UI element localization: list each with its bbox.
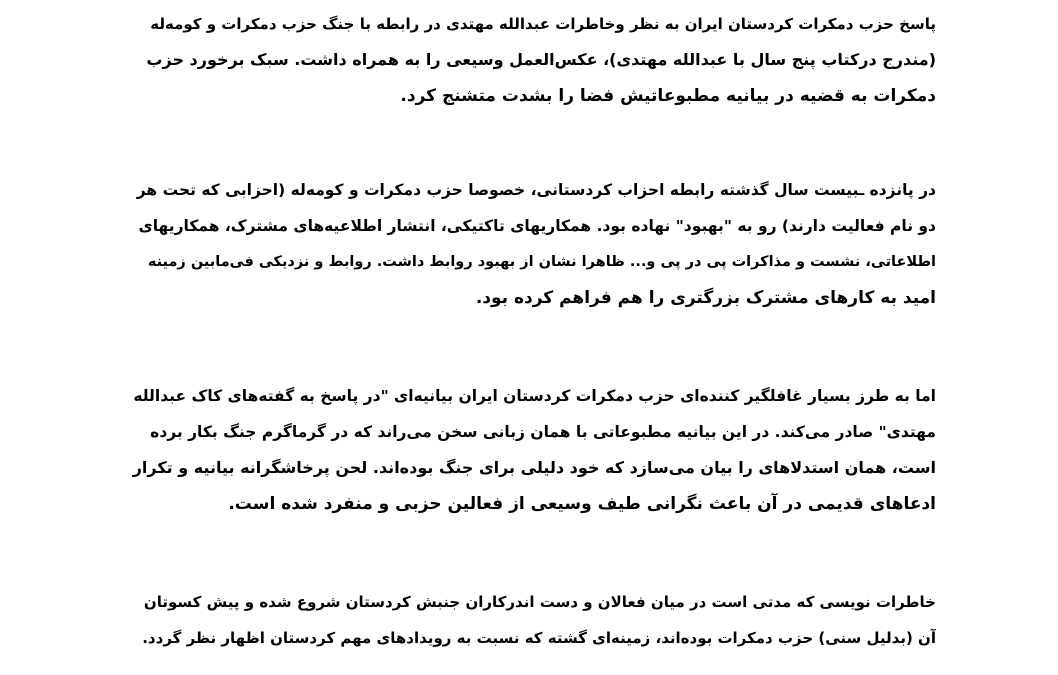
paragraph-1 <box>126 6 936 114</box>
paragraph-line: خاطرات نویسی که مدتی است در میان فعالان و دست اندرکاران جنبش کردستان شروع شده و پیش کسوتان <box>143 593 936 611</box>
paragraph-line: آن (بدلیل سنی) حزب دمکرات بوده‌اند، زمینه‌ای گشته که نسبت به رویدادهای مهم کردستان اظهار نظر گردد. <box>142 629 936 647</box>
paragraph-line: اطلاعاتی، نشست و مذاکرات پی در پی و... ظاهرا نشان از بهبود روابط داشت. روابط و نزدیکی فی‌مابین زمینه <box>147 254 936 270</box>
paragraph-2 <box>126 172 936 316</box>
paragraph-line: پاسخ حزب دمکرات کردستان ایران به نظر وخاطرات عبدالله مهتدی در رابطه با جنگ حزب دمکرات و کومه‌له <box>150 15 936 33</box>
paragraph-3 <box>126 378 936 522</box>
paragraph-line: ادعاهای قدیمی در آن باعث نگرانی طیف وسیعی از فعالین حزبی و منفرد شده است. <box>228 494 936 514</box>
paragraph-line: در پانزده ـبیست سال گذشته رابطه احزاب کردستانی، خصوصا حزب دمکرات و کومه‌له (احزابی که تحت هر <box>136 181 936 199</box>
paragraph-line: امید به کارهای مشترک بزرگتری را هم فراهم کرده بود. <box>475 288 936 308</box>
paragraph-line: (مندرج درکتاب پنج سال با عبدالله مهتدی)، عکس‌العمل وسیعی را به همراه داشت. سبک برخورد حزب <box>146 50 936 69</box>
paragraph-line: مهتدی" صادر می‌کند. در این بیانیه مطبوعاتی با همان زبانی سخن می‌راند که در گرماگرم جنگ بکار برده <box>150 423 936 441</box>
paragraph-line: اما به طرز بسیار غافلگیر کننده‌ای حزب دمکرات کردستان ایران بیانیه‌ای "در پاسخ به گفته‌های کاک عبدالله <box>133 387 936 405</box>
paragraph-line: است، همان استدلاهای را بیان می‌سازد که خود دلیلی برای جنگ بوده‌اند. لحن پرخاشگرانه بیانیه و تکرار <box>132 458 936 477</box>
paragraph-line: دمکرات به قضیه در بیانیه مطبوعاتیش فضا را بشدت متشنج کرد. <box>400 86 936 106</box>
paragraph-line: دو نام فعالیت دارند) رو به "بهبود" نهاده بود. همکاریهای تاکتیکی، انتشار اطلاعیه‌های مشترک، همکاریهای <box>138 217 936 235</box>
paragraph-4 <box>126 584 936 656</box>
